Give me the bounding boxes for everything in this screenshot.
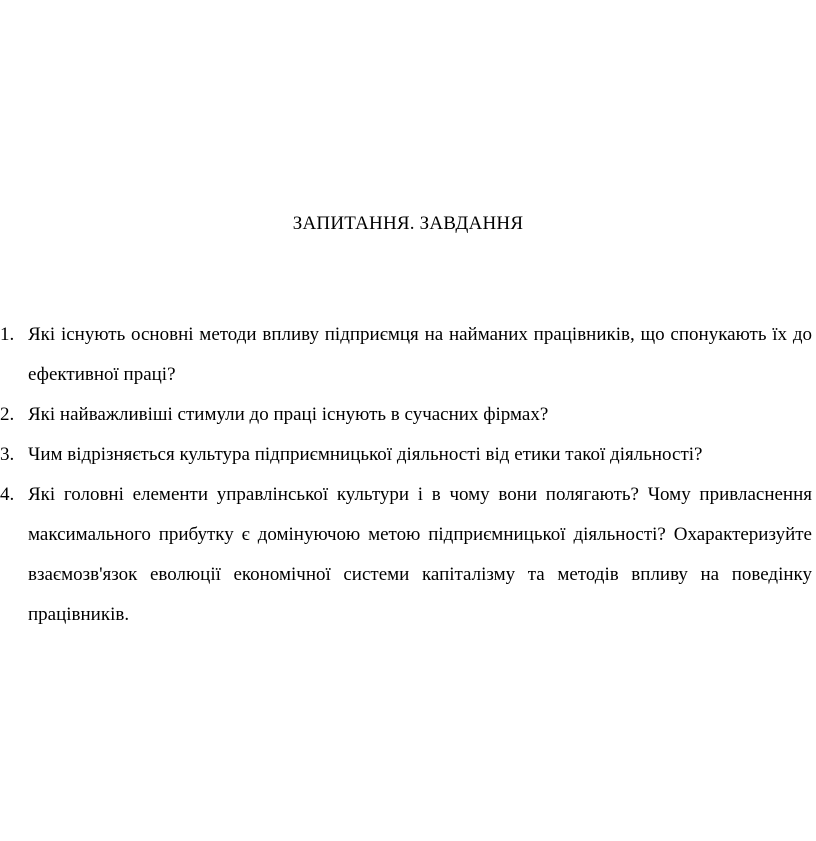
question-list (0, 315, 812, 635)
question-item-3 (0, 435, 812, 475)
question-text: Які існують основні методи впливу підприємця на найманих працівників, що спонукають їх до ефективної праці? (28, 324, 812, 385)
page-title: ЗАПИТАННЯ. ЗАВДАННЯ (292, 213, 524, 234)
question-text: Чим відрізняється культура підприємницької діяльності від етики такої діяльності? (28, 444, 703, 465)
question-number: 4. (0, 484, 15, 505)
question-text: Які найважливіші стимули до праці існують в сучасних фірмах? (28, 404, 549, 425)
question-item-2 (0, 395, 812, 435)
question-number: 2. (0, 404, 15, 425)
question-item-4 (0, 475, 812, 635)
question-number: 1. (0, 324, 15, 345)
question-text: Які головні елементи управлінської культури і в чому вони полягають? Чому привласнення максимального прибутку є домінуючою метою підприємницької діяльності? Охарактеризуйте взаємозв'язок еволюції економічної системи капіталізму та методів впливу на поведінку працівників. (28, 484, 812, 625)
question-item-1 (0, 315, 812, 395)
question-number: 3. (0, 444, 15, 465)
